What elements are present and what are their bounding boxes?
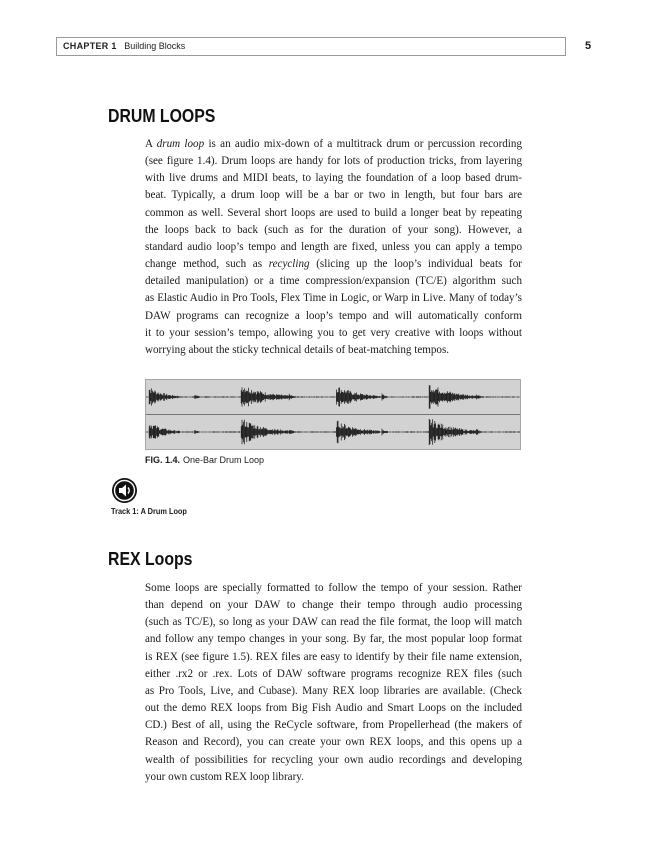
rex-loops-text-line: Some loops are specially formatted to follow the tempo of your session. Rather <box>145 582 522 594</box>
paragraph-drum-loops <box>145 136 522 359</box>
drum-loops-text-line: change method, such as recycling (slicing up the loop’s individual beats for <box>145 258 522 271</box>
rex-loops-text-line: is REX (see figure 1.5). REX files are easy to identify by their file name extension, <box>145 650 522 663</box>
rex-loops-text-line: Reason and Record), you can create your own REX loops, and this opens up a <box>145 736 522 749</box>
drum-waveform <box>146 380 520 449</box>
section-heading-rex-loops: REX Loops <box>108 549 193 569</box>
rex-loops-text-line: and follow any tempo changes in your song. By far, the most popular loop format <box>145 633 522 646</box>
figure-label: FIG. 1.4. <box>145 455 181 465</box>
rex-loops-text-line: than depend on your DAW to change their tempo through audio processing <box>145 599 522 612</box>
speaker-icon <box>111 477 138 504</box>
chapter-title: Building Blocks <box>124 41 186 51</box>
drum-loops-text-line: beat. Typically, a drum loop will be a bar or two in length, but four bars are <box>145 189 522 202</box>
waveform-figure <box>145 379 521 450</box>
drum-loops-text-line: the loops back to back (such as for the duration of your song). However, a <box>145 223 522 236</box>
section-heading-drum-loops: DRUM LOOPS <box>108 106 216 126</box>
paragraph-rex-loops <box>145 580 522 786</box>
drum-loops-text-line: with live drums and MIDI beats, to laying the foundation of a loop based drum- <box>145 172 522 185</box>
rex-loops-text-line: wealth of possibilities for recycling your own audio recordings and developing <box>145 753 522 766</box>
drum-loops-text-line: detailed manipulation) or a time compression/expansion (TC/E) algorithm such <box>145 275 522 288</box>
drum-loops-text-line: as Elastic Audio in Pro Tools, Flex Time in Logic, or Warp in Live. Many of today’s <box>145 292 522 305</box>
drum-loops-text-line: it to your session’s tempo, allowing you to get very creative with loops without <box>145 326 522 339</box>
drum-loops-text-line: DAW programs can recognize a loop’s tempo and will automatically conform <box>145 309 522 322</box>
drum-loops-text-line: standard audio loop’s tempo and length are fixed, unless you can apply a tempo <box>145 240 522 253</box>
figure-caption-text: One-Bar Drum Loop <box>183 455 265 465</box>
rex-loops-text-line: as Pro Tools, Live, and Cubase). Many REX loop libraries are available. (Check <box>145 684 522 697</box>
rex-loops-text-line: out the demo REX loops from Big Fish Audio and Smart Loops on the included <box>145 702 522 715</box>
running-header <box>56 37 566 56</box>
rex-loops-text-line: (such as TC/E), so long as your DAW can read the file format, the loop will match <box>145 616 522 629</box>
header-text <box>63 41 185 51</box>
track-label: Track 1: A Drum Loop <box>111 507 187 516</box>
drum-loops-text-line: worrying about the sticky technical details of beat-matching tempos. <box>145 343 450 356</box>
drum-loops-text-line: common as well. Several short loops are used to build a longer beat by repeating <box>145 206 522 219</box>
rex-loops-text-line: your own custom REX loop library. <box>145 770 304 783</box>
figure-caption <box>145 455 264 465</box>
drum-loops-text-line: A drum loop is an audio mix-down of a multitrack drum or percussion recording <box>145 138 522 150</box>
drum-loops-text-line: (see figure 1.4). Drum loops are handy for lots of production tricks, from layering <box>145 155 522 168</box>
page-number: 5 <box>585 40 592 52</box>
rex-loops-text-line: CD.) Best of all, using the ReCycle software, from Propellerhead (the makers of <box>145 719 522 732</box>
rex-loops-text-line: either .rx2 or .rex. Lots of DAW software programs recognize REX files (such <box>145 667 522 680</box>
chapter-label: CHAPTER 1 <box>63 41 117 51</box>
